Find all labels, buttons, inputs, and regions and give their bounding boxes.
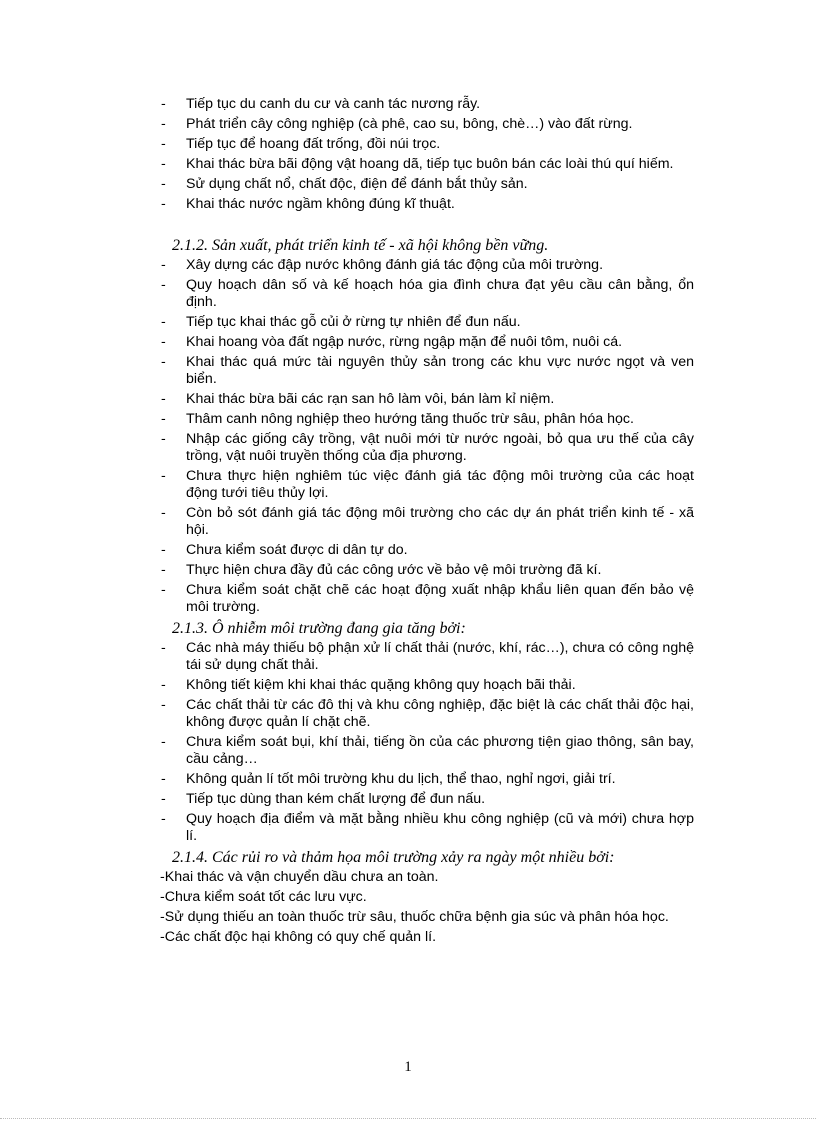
dash-marker: - — [160, 869, 165, 885]
list-item: - Khai thác bừa bãi các rạn san hô làm vôi, bán làm kỉ niệm. — [160, 391, 694, 408]
list-item — [160, 869, 694, 886]
list-item: - Quy hoạch dân số và kế hoạch hóa gia đình chưa đạt yêu cầu cân bằng, ổn định. — [160, 277, 694, 311]
list-item: - Khai thác nước ngầm không đúng kĩ thuật. — [160, 196, 694, 213]
page-content — [160, 96, 694, 949]
list-item: - Quy hoạch địa điểm và mặt bằng nhiều khu công nghiệp (cũ và mới) chưa hợp lí. — [160, 811, 694, 845]
list-item: - Thực hiện chưa đầy đủ các công ước về bảo vệ môi trường đã kí. — [160, 562, 694, 579]
dash-marker: - — [160, 929, 165, 945]
list-item: - Chưa thực hiện nghiêm túc việc đánh giá tác động môi trường của các hoạt động tưới tiêu thủy lợi. — [160, 468, 694, 502]
list-item-text: Khai thác và vận chuyển dầu chưa an toàn. — [164, 869, 439, 885]
list-item-text: Sử dụng thiếu an toàn thuốc trừ sâu, thuốc chữa bệnh gia súc và phân hóa học. — [164, 909, 669, 925]
dash-marker: - — [160, 909, 165, 925]
list-item: - Tiếp tục khai thác gỗ củi ở rừng tự nhiên để đun nấu. — [160, 314, 694, 331]
list-item: - Khai thác quá mức tài nguyên thủy sản trong các khu vực nước ngọt và ven biển. — [160, 354, 694, 388]
page-bottom-rule — [0, 1118, 816, 1119]
list-item: - Còn bỏ sót đánh giá tác động môi trường cho các dự án phát triển kinh tế - xã hội. — [160, 505, 694, 539]
list-item: - Tiếp tục để hoang đất trống, đồi núi trọc. — [160, 136, 694, 153]
page-number: 1 — [404, 1059, 412, 1075]
list-item: - Tiếp tục dùng than kém chất lượng để đun nấu. — [160, 791, 694, 808]
section-heading-2-1-2: 2.1.2. Sản xuất, phát triển kinh tế - xã hội không bền vững. — [172, 237, 549, 254]
section-heading-2-1-3: 2.1.3. Ô nhiễm môi trường đang gia tăng bởi: — [172, 620, 466, 637]
bullet-list-4 — [160, 869, 694, 946]
list-item-text: Chưa kiểm soát tốt các lưu vực. — [164, 889, 367, 905]
list-item-text: Các chất độc hại không có quy chế quản lí. — [164, 929, 437, 945]
list-item: - Khai hoang vòa đất ngập nước, rừng ngập mặn để nuôi tôm, nuôi cá. — [160, 334, 694, 351]
dash-marker: - — [160, 889, 165, 905]
list-item: - Không tiết kiệm khi khai thác quặng không quy hoạch bãi thải. — [160, 677, 694, 694]
list-item: - Sử dụng chất nổ, chất độc, điện để đánh bắt thủy sản. — [160, 176, 694, 193]
list-item: - Chưa kiểm soát được di dân tự do. — [160, 542, 694, 559]
list-item: - Phát triển cây công nghiệp (cà phê, cao su, bông, chè…) vào đất rừng. — [160, 116, 694, 133]
list-item: - Thâm canh nông nghiệp theo hướng tăng thuốc trừ sâu, phân hóa học. — [160, 411, 694, 428]
list-item: - Các chất thải từ các đô thị và khu công nghiệp, đặc biệt là các chất thải độc hại, không được quản lí chặt chẽ. — [160, 697, 694, 731]
list-item: - Chưa kiểm soát bụi, khí thải, tiếng ồn của các phương tiện giao thông, sân bay, cầu cảng… — [160, 734, 694, 768]
list-item: - Các nhà máy thiếu bộ phận xử lí chất thải (nước, khí, rác…), chưa có công nghệ tái sử dụng chất thải. — [160, 640, 694, 674]
list-item: - Xây dựng các đập nước không đánh giá tác động của môi trường. — [160, 257, 694, 274]
list-item — [160, 929, 694, 946]
list-item: - Tiếp tục du canh du cư và canh tác nương rẫy. — [160, 96, 694, 113]
bullet-list-2 — [160, 257, 694, 616]
list-item — [160, 889, 694, 906]
section-heading-2-1-4: 2.1.4. Các rủi ro và thảm họa môi trường xảy ra ngày một nhiều bởi: — [172, 849, 615, 866]
bullet-list-1 — [160, 96, 694, 213]
list-item: - Chưa kiểm soát chặt chẽ các hoạt động xuất nhập khẩu liên quan đến bảo vệ môi trường. — [160, 582, 694, 616]
list-item: - Khai thác bừa bãi động vật hoang dã, tiếp tục buôn bán các loài thú quí hiếm. — [160, 156, 694, 173]
list-item: - Nhập các giống cây trồng, vật nuôi mới từ nước ngoài, bỏ qua ưu thế của cây trồng, vật nuôi truyền thống của địa phương. — [160, 431, 694, 465]
list-item — [160, 909, 694, 926]
list-item: - Không quản lí tốt môi trường khu du lịch, thể thao, nghỉ ngơi, giải trí. — [160, 771, 694, 788]
bullet-list-3 — [160, 640, 694, 845]
